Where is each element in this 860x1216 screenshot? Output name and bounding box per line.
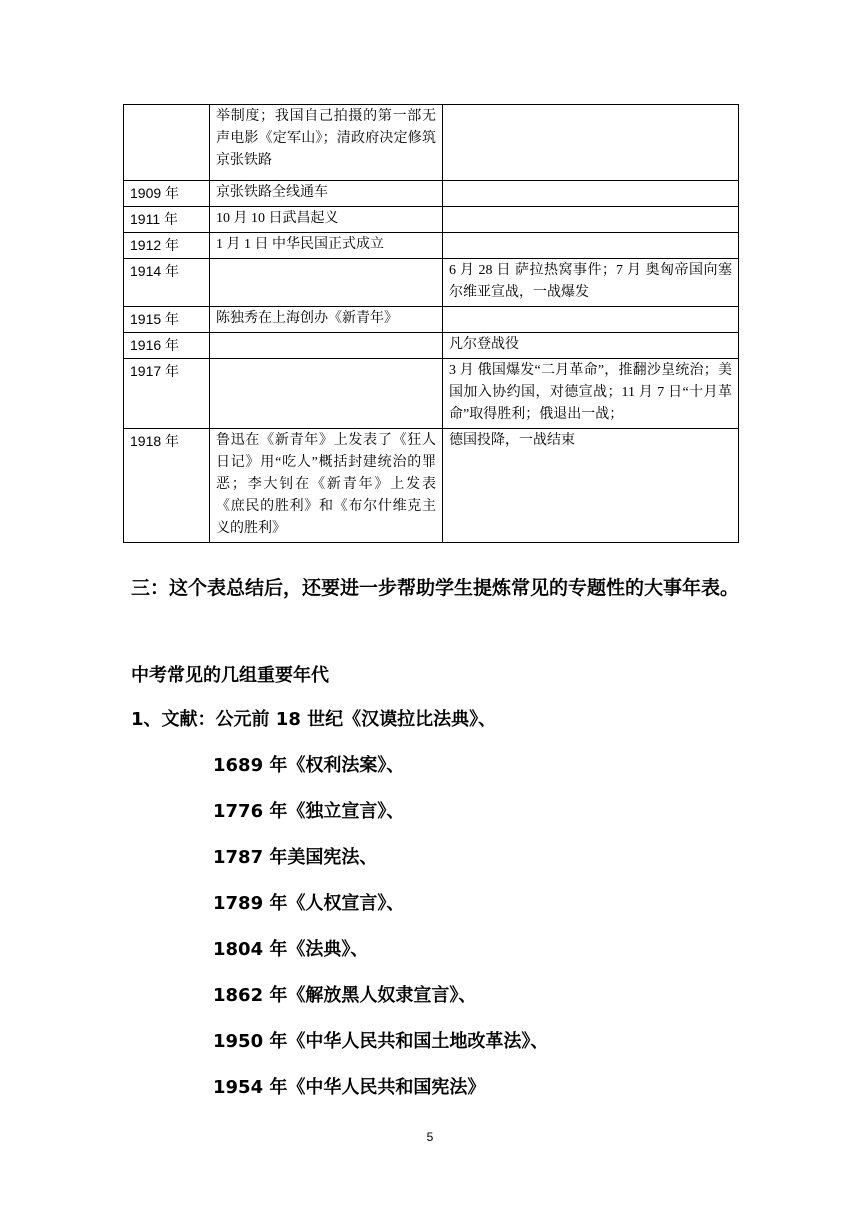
china-event-cell: 鲁迅在《新青年》上发表了《狂人日记》用“吃人”概括封建统治的罪恶；李大钊在《新青年》上发表《庶民的胜利》和《布尔什维克主义的胜利》: [210, 429, 443, 543]
china-event-cell: [210, 333, 443, 359]
world-event-cell: 6 月 28 日 萨拉热窝事件；7 月 奥匈帝国向塞尔维亚宣战，一战爆发: [443, 259, 739, 307]
list-item: 1689 年《权利法案》、: [213, 755, 405, 776]
list-item: 1、文献：公元前 18 世纪《汉谟拉比法典》、: [131, 709, 497, 730]
year-cell: [124, 105, 210, 181]
table-row: [124, 233, 739, 259]
table-row: [124, 105, 739, 181]
year-cell: 1916 年: [124, 333, 210, 359]
world-event-cell: [443, 105, 739, 181]
list-item: 1789 年《人权宣言》、: [213, 893, 405, 914]
year-cell: 1911 年: [124, 207, 210, 233]
year-cell: 1914 年: [124, 259, 210, 307]
timeline-table: [123, 104, 739, 543]
list-item: 1776 年《独立宣言》、: [213, 801, 405, 822]
table-row: [124, 307, 739, 333]
list-item: 1954 年《中华人民共和国宪法》: [213, 1077, 486, 1098]
table-row: [124, 429, 739, 543]
year-cell: 1912 年: [124, 233, 210, 259]
world-event-cell: [443, 233, 739, 259]
year-cell: 1915 年: [124, 307, 210, 333]
china-event-cell: [210, 259, 443, 307]
table-row: [124, 333, 739, 359]
world-event-cell: [443, 307, 739, 333]
table-row: [124, 359, 739, 429]
table-row: [124, 181, 739, 207]
table-row: [124, 259, 739, 307]
china-event-cell: 1 月 1 日 中华民国正式成立: [210, 233, 443, 259]
list-item: 1804 年《法典》、: [213, 939, 369, 960]
section-heading: 三：这个表总结后，还要进一步帮助学生提炼常见的专题性的大事年表。: [131, 577, 740, 599]
subheading: 中考常见的几组重要年代: [131, 665, 329, 686]
list-item: 1862 年《解放黑人奴隶宣言》、: [213, 985, 477, 1006]
china-event-cell: 陈独秀在上海创办《新青年》: [210, 307, 443, 333]
world-event-cell: [443, 181, 739, 207]
year-cell: 1917 年: [124, 359, 210, 429]
china-event-cell: 10 月 10 日武昌起义: [210, 207, 443, 233]
world-event-cell: 3 月 俄国爆发“二月革命”，推翻沙皇统治；美国加入协约国，对德宣战；11 月 7 日“十月革命”取得胜利；俄退出一战；: [443, 359, 739, 429]
world-event-cell: 德国投降，一战结束: [443, 429, 739, 543]
year-cell: 1918 年: [124, 429, 210, 543]
table-row: [124, 207, 739, 233]
list-item: 1787 年美国宪法、: [213, 847, 378, 868]
china-event-cell: 举制度；我国自己拍摄的第一部无声电影《定军山》；清政府决定修筑京张铁路: [210, 105, 443, 181]
document-list: [131, 707, 731, 1121]
year-cell: 1909 年: [124, 181, 210, 207]
china-event-cell: 京张铁路全线通车: [210, 181, 443, 207]
list-item: 1950 年《中华人民共和国土地改革法》、: [213, 1031, 549, 1052]
china-event-cell: [210, 359, 443, 429]
page-number: 5: [426, 1130, 434, 1144]
world-event-cell: [443, 207, 739, 233]
world-event-cell: 凡尔登战役: [443, 333, 739, 359]
timeline-table-body: [124, 105, 739, 543]
